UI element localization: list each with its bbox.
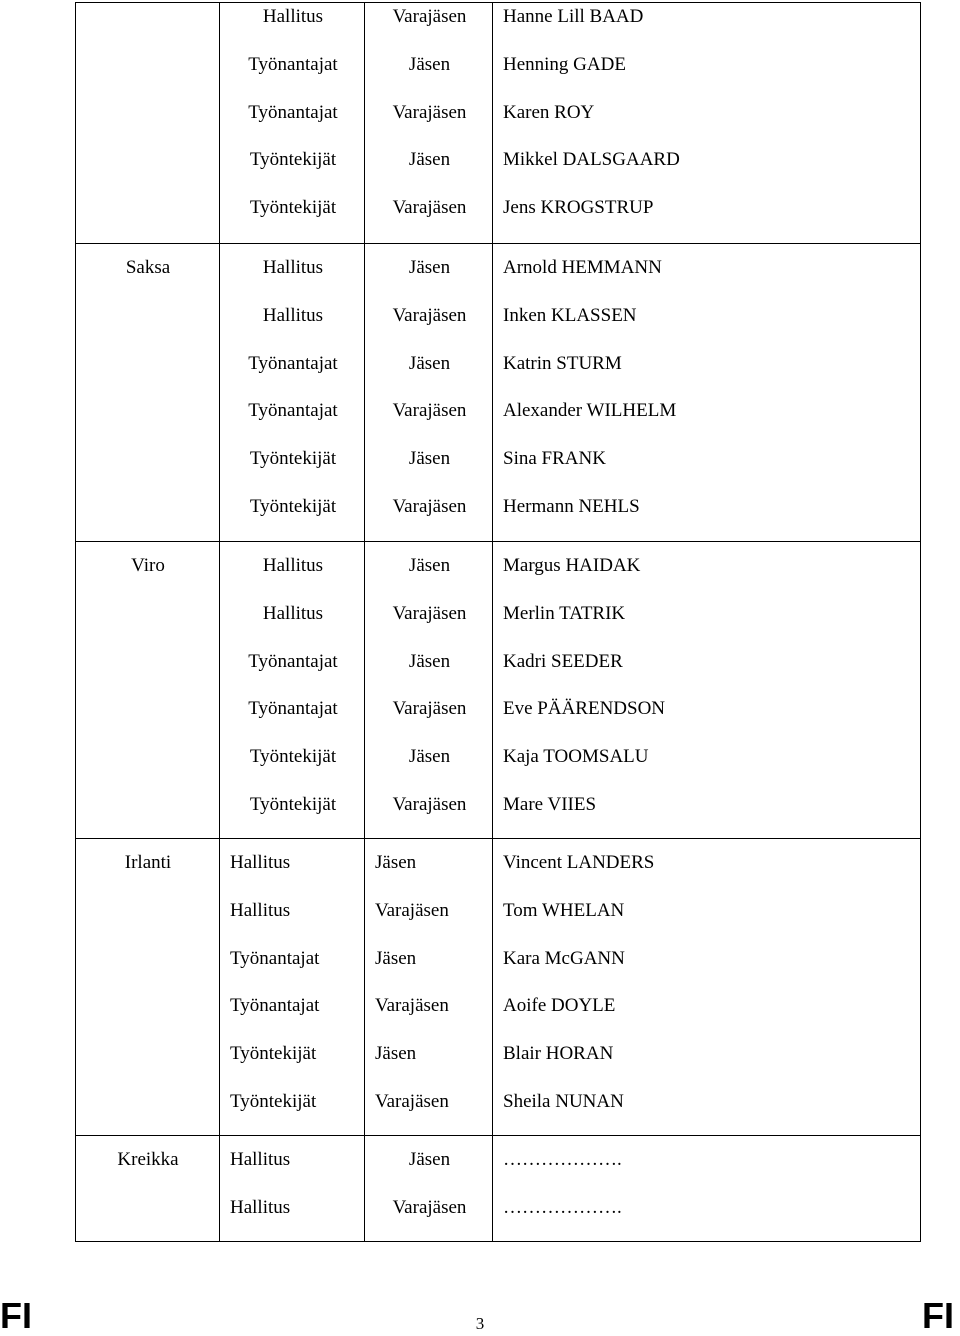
group-cell: Työntekijät bbox=[249, 149, 337, 171]
role-cell: Jäsen bbox=[375, 947, 417, 969]
table-row bbox=[76, 1040, 920, 1088]
group-cell: Työntekijät bbox=[230, 1043, 317, 1065]
group-cell: Hallitus bbox=[262, 257, 324, 278]
table-row bbox=[76, 254, 920, 302]
page-number: 3 bbox=[475, 1314, 485, 1333]
group-cell: Työnantajat bbox=[248, 400, 338, 422]
role-cell: Varajäsen bbox=[392, 602, 467, 624]
role-cell: Jäsen bbox=[408, 746, 451, 768]
country-section bbox=[76, 838, 920, 1135]
member-name-cell: Eve PÄÄRENDSON bbox=[503, 698, 666, 720]
member-name-cell: Sina FRANK bbox=[503, 448, 606, 470]
table-row bbox=[76, 1088, 920, 1136]
table-row bbox=[76, 743, 920, 791]
group-cell: Työnantajat bbox=[248, 352, 338, 374]
group-cell: Työnantajat bbox=[248, 698, 338, 720]
group-cell: Työntekijät bbox=[249, 197, 337, 219]
group-cell: Hallitus bbox=[262, 6, 324, 27]
role-cell: Varajäsen bbox=[392, 1196, 467, 1218]
member-name-cell: Karen ROY bbox=[503, 101, 595, 123]
country-name: Saksa bbox=[125, 257, 171, 278]
table-row bbox=[76, 992, 920, 1040]
group-cell: Hallitus bbox=[230, 1149, 291, 1170]
table-row bbox=[76, 849, 920, 897]
group-cell: Työnantajat bbox=[230, 995, 320, 1017]
member-name-cell: Tom WHELAN bbox=[503, 899, 625, 921]
table-row bbox=[76, 791, 920, 839]
member-name-cell: Blair HORAN bbox=[503, 1043, 614, 1065]
role-cell: Varajäsen bbox=[375, 995, 449, 1017]
member-name-cell: Henning GADE bbox=[503, 53, 626, 75]
table-row bbox=[76, 99, 920, 147]
group-cell: Työnantajat bbox=[248, 101, 338, 123]
country-name: Kreikka bbox=[117, 1149, 179, 1170]
country-name: Viro bbox=[131, 555, 165, 576]
role-cell: Varajäsen bbox=[392, 496, 467, 517]
member-name-cell: Hanne Lill BAAD bbox=[503, 6, 644, 27]
role-cell: Jäsen bbox=[408, 1149, 451, 1170]
member-name-cell: Katrin STURM bbox=[503, 352, 622, 374]
group-cell: Hallitus bbox=[262, 304, 324, 326]
group-cell: Hallitus bbox=[230, 1196, 291, 1218]
table-row bbox=[76, 445, 920, 493]
footer-language-mark-right: FI bbox=[922, 1295, 954, 1336]
table-row bbox=[76, 552, 920, 600]
role-cell: Jäsen bbox=[408, 53, 451, 75]
country-section bbox=[76, 1135, 920, 1241]
role-cell: Jäsen bbox=[375, 852, 417, 873]
group-cell: Hallitus bbox=[230, 899, 291, 921]
country-section bbox=[76, 3, 920, 243]
role-cell: Jäsen bbox=[408, 257, 451, 278]
group-cell: Hallitus bbox=[262, 602, 324, 624]
table-row bbox=[76, 600, 920, 648]
group-cell: Työntekijät bbox=[249, 496, 337, 517]
member-name-cell: Kaja TOOMSALU bbox=[503, 746, 649, 768]
member-name-cell: Jens KROGSTRUP bbox=[503, 197, 654, 219]
role-cell: Jäsen bbox=[375, 1043, 417, 1065]
role-cell: Varajäsen bbox=[375, 899, 449, 921]
group-cell: Työntekijät bbox=[249, 448, 337, 470]
table-row bbox=[76, 350, 920, 398]
table-row bbox=[76, 648, 920, 696]
group-cell: Hallitus bbox=[262, 555, 324, 576]
table-row bbox=[76, 3, 920, 51]
role-cell: Varajäsen bbox=[392, 197, 467, 219]
member-name-cell: Kadri SEEDER bbox=[503, 650, 623, 672]
table-row bbox=[76, 695, 920, 743]
member-name-cell: Margus HAIDAK bbox=[503, 555, 641, 576]
member-name-cell: Kara McGANN bbox=[503, 947, 625, 969]
country-section bbox=[76, 541, 920, 838]
role-cell: Jäsen bbox=[408, 149, 451, 171]
role-cell: Varajäsen bbox=[392, 6, 467, 27]
group-cell: Työntekijät bbox=[249, 746, 337, 768]
member-name-cell: Aoife DOYLE bbox=[503, 995, 616, 1017]
member-name-cell: Mare VIIES bbox=[503, 794, 597, 815]
group-cell: Työnantajat bbox=[248, 650, 338, 672]
role-cell: Varajäsen bbox=[392, 101, 467, 123]
country-section bbox=[76, 243, 920, 541]
table-row bbox=[76, 397, 920, 445]
role-cell: Varajäsen bbox=[392, 304, 467, 326]
footer-language-mark-left: FI bbox=[0, 1295, 32, 1336]
group-cell: Hallitus bbox=[230, 852, 291, 873]
member-name-cell: Alexander WILHELM bbox=[503, 400, 677, 422]
members-table bbox=[75, 2, 921, 1242]
table-row bbox=[76, 51, 920, 99]
table-row bbox=[76, 194, 920, 242]
group-cell: Työnantajat bbox=[248, 53, 338, 75]
member-name-cell: Hermann NEHLS bbox=[503, 496, 640, 517]
table-row bbox=[76, 945, 920, 993]
table-row bbox=[76, 493, 920, 541]
member-name-cell: ………………. bbox=[503, 1196, 622, 1218]
member-name-cell: Inken KLASSEN bbox=[503, 304, 637, 326]
member-name-cell: Sheila NUNAN bbox=[503, 1091, 624, 1112]
country-name: Irlanti bbox=[124, 852, 172, 873]
role-cell: Varajäsen bbox=[375, 1091, 449, 1112]
table-row bbox=[76, 897, 920, 945]
member-name-cell: Vincent LANDERS bbox=[503, 852, 655, 873]
table-row bbox=[76, 146, 920, 194]
role-cell: Jäsen bbox=[408, 352, 451, 374]
group-cell: Työntekijät bbox=[249, 794, 337, 815]
group-cell: Työnantajat bbox=[230, 947, 320, 969]
table-row bbox=[76, 1194, 920, 1242]
role-cell: Jäsen bbox=[408, 650, 451, 672]
role-cell: Jäsen bbox=[408, 448, 451, 470]
role-cell: Varajäsen bbox=[392, 698, 467, 720]
role-cell: Varajäsen bbox=[392, 400, 467, 422]
member-name-cell: ………………. bbox=[503, 1149, 622, 1170]
table-row bbox=[76, 302, 920, 350]
group-cell: Työntekijät bbox=[230, 1091, 317, 1112]
member-name-cell: Mikkel DALSGAARD bbox=[503, 149, 680, 171]
member-name-cell: Merlin TATRIK bbox=[503, 602, 626, 624]
role-cell: Jäsen bbox=[408, 555, 451, 576]
member-name-cell: Arnold HEMMANN bbox=[503, 257, 662, 278]
table-row bbox=[76, 1146, 920, 1194]
role-cell: Varajäsen bbox=[392, 794, 467, 815]
